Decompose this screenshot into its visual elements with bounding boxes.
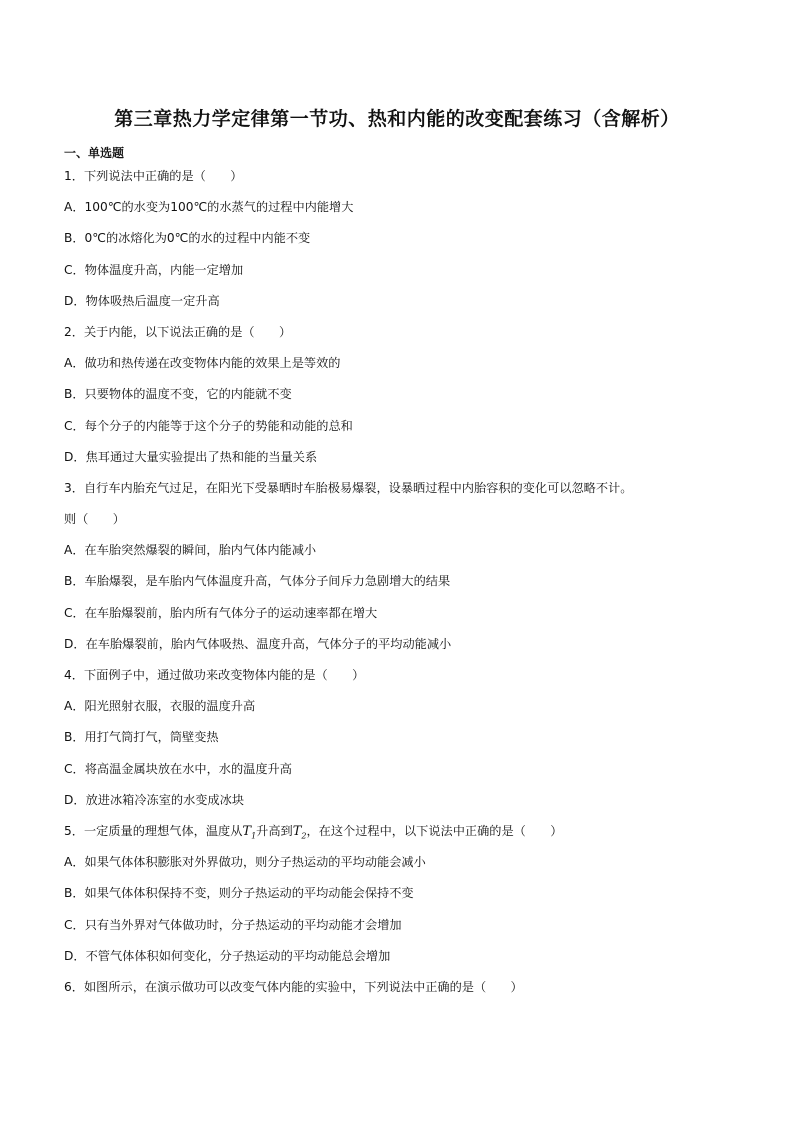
section-heading: 一、单选题: [64, 146, 125, 160]
question-1-option-c: C．物体温度升高，内能一定增加: [64, 262, 244, 277]
question-3-option-b: B．车胎爆裂，是车胎内气体温度升高，气体分子间斥力急剧增大的结果: [64, 574, 451, 589]
question-2-option-b: B．只要物体的温度不变，它的内能就不变: [64, 387, 292, 402]
question-3-stem-line-2: 则（ ）: [64, 512, 125, 527]
question-5-option-b: B．如果气体体积保持不变，则分子热运动的平均动能会保持不变: [64, 886, 414, 901]
question-2-option-d: D．焦耳通过大量实验提出了热和能的当量关系: [64, 449, 318, 464]
question-1-option-d: D．物体吸热后温度一定升高: [64, 293, 220, 308]
question-3-option-c: C．在车胎爆裂前，胎内所有气体分子的运动速率都在增大: [64, 605, 378, 620]
question-3-stem-line-1: 3．自行车内胎充气过足，在阳光下受暴晒时车胎极易爆裂，设暴晒过程中内胎容积的变化可以忽略不计。: [64, 480, 633, 495]
question-5-stem-part-a: 5．一定质量的理想气体，温度从: [64, 823, 243, 838]
variable-t2: [293, 824, 307, 839]
question-list: [64, 164, 744, 1006]
question-1-stem: 1．下列说法中正确的是（ ）: [64, 169, 243, 183]
question-3-option-d: D．在车胎爆裂前，胎内气体吸热、温度升高，气体分子的平均动能减小: [64, 636, 452, 651]
question-5-stem: [64, 819, 744, 850]
question-4-option-a: A．阳光照射衣服，衣服的温度升高: [64, 699, 256, 714]
question-4-option-c: C．将高温金属块放在水中，水的温度升高: [64, 761, 292, 776]
question-5-stem-part-b: 升高到: [256, 823, 293, 838]
page-title: 第三章热力学定律第一节功、热和内能的改变配套练习（含解析）: [114, 108, 680, 130]
question-4-option-d: D．放进冰箱冷冻室的水变成冰块: [64, 792, 245, 807]
question-5-stem-part-c: ，在这个过程中，以下说法中正确的是（ ）: [306, 823, 563, 838]
variable-t1: [242, 824, 256, 839]
question-5-option-c: C．只有当外界对气体做功时，分子热运动的平均动能才会增加: [64, 917, 402, 932]
question-4-option-b: B．用打气筒打气，筒壁变热: [64, 730, 219, 745]
question-1-option-a: A．100℃的水变为100℃的水蒸气的过程中内能增大: [64, 200, 354, 215]
question-2-option-a: A．做功和热传递在改变物体内能的效果上是等效的: [64, 356, 341, 371]
question-2-stem: 2．关于内能，以下说法正确的是（ ）: [64, 324, 292, 339]
question-2-option-c: C．每个分子的内能等于这个分子的势能和动能的总和: [64, 418, 353, 433]
question-5-option-a: A．如果气体体积膨胀对外界做功，则分子热运动的平均动能会减小: [64, 855, 426, 870]
question-3-option-a: A．在车胎突然爆裂的瞬间，胎内气体内能减小: [64, 543, 317, 558]
variable-t1-subscript: 1: [251, 831, 257, 841]
question-4-stem: 4．下面例子中，通过做功来改变物体内能的是（ ）: [64, 668, 365, 682]
question-6-stem: 6．如图所示，在演示做功可以改变气体内能的实验中，下列说法中正确的是（ ）: [64, 979, 523, 994]
question-1-option-b: B．0℃的冰熔化为0℃的水的过程中内能不变: [64, 231, 311, 246]
variable-t1-symbol: T: [242, 823, 252, 839]
question-5-option-d: D．不管气体体积如何变化，分子热运动的平均动能总会增加: [64, 948, 391, 963]
variable-t2-symbol: T: [292, 823, 302, 839]
variable-t2-subscript: 2: [301, 831, 307, 841]
